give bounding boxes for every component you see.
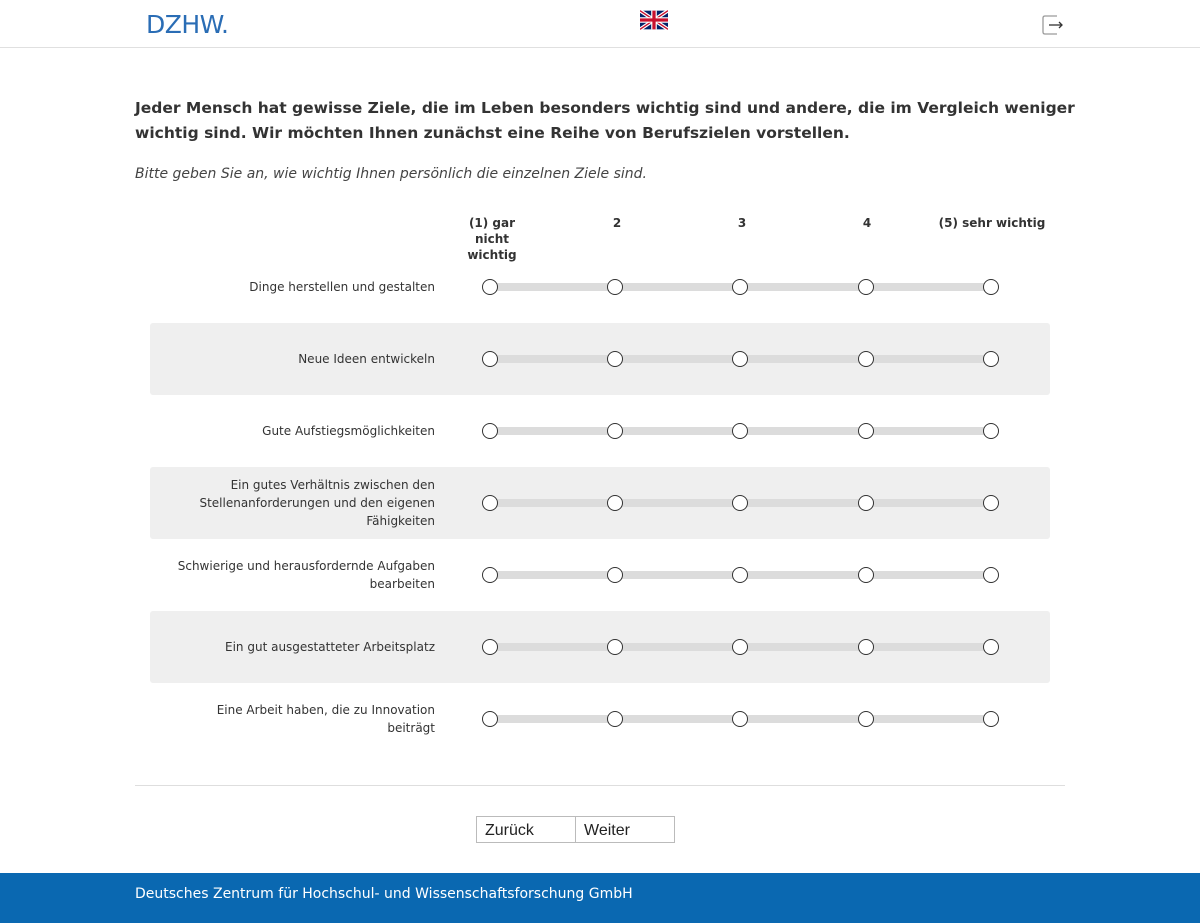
rating-radio-5[interactable] bbox=[983, 279, 999, 295]
item-label: Neue Ideen entwickeln bbox=[298, 352, 435, 366]
scale-label-1: (1) gar nicht wichtig bbox=[467, 216, 517, 262]
rating-radio-1[interactable] bbox=[482, 351, 498, 367]
uk-flag-icon[interactable] bbox=[640, 10, 668, 30]
rating-radio-1[interactable] bbox=[482, 423, 498, 439]
item-label: Ein gut ausgestatteter Arbeitsplatz bbox=[225, 640, 435, 654]
rating-radio-5[interactable] bbox=[983, 639, 999, 655]
header bbox=[0, 0, 1200, 48]
item-label: Schwierige und herausfordernde Aufgaben bearbeiten bbox=[177, 559, 435, 591]
rating-radio-3[interactable] bbox=[732, 495, 748, 511]
rating-radio-3[interactable] bbox=[732, 351, 748, 367]
question-text: Jeder Mensch hat gewisse Ziele, die im Leben besonders wichtig sind und andere, die im Vergleich weniger wichtig sind. Wir möchten Ihnen zunächst eine Reihe von Berufszielen vorstellen. bbox=[135, 99, 1075, 142]
rating-radio-5[interactable] bbox=[983, 423, 999, 439]
rating-radio-3[interactable] bbox=[732, 567, 748, 583]
rating-radio-3[interactable] bbox=[732, 423, 748, 439]
rating-radio-2[interactable] bbox=[607, 495, 623, 511]
scale-label-5: (5) sehr wichtig bbox=[938, 216, 1046, 230]
rating-radio-3[interactable] bbox=[732, 711, 748, 727]
rating-radio-5[interactable] bbox=[983, 495, 999, 511]
rating-radio-2[interactable] bbox=[607, 567, 623, 583]
matrix-row bbox=[150, 611, 1050, 683]
rating-radio-4[interactable] bbox=[858, 495, 874, 511]
matrix-row bbox=[150, 683, 1050, 755]
rating-radio-1[interactable] bbox=[482, 711, 498, 727]
matrix-row bbox=[150, 251, 1050, 323]
rating-radio-4[interactable] bbox=[858, 711, 874, 727]
logout-icon[interactable] bbox=[1041, 14, 1065, 36]
rating-radio-2[interactable] bbox=[607, 351, 623, 367]
matrix-row bbox=[150, 395, 1050, 467]
matrix-row bbox=[150, 323, 1050, 395]
rating-radio-2[interactable] bbox=[607, 423, 623, 439]
item-label: Ein gutes Verhältnis zwischen den Stellenanforderungen und den eigenen Fähigkeiten bbox=[199, 478, 435, 528]
rating-radio-4[interactable] bbox=[858, 279, 874, 295]
matrix-row bbox=[150, 467, 1050, 539]
divider bbox=[135, 785, 1065, 786]
dzhw-logo[interactable]: DZHW. bbox=[146, 10, 229, 39]
question-instruction: Bitte geben Sie an, wie wichtig Ihnen persönlich die einzelnen Ziele sind. bbox=[135, 166, 647, 182]
item-label: Gute Aufstiegsmöglichkeiten bbox=[262, 424, 435, 438]
rating-radio-1[interactable] bbox=[482, 567, 498, 583]
back-button[interactable]: Zurück bbox=[476, 816, 576, 843]
rating-radio-1[interactable] bbox=[482, 279, 498, 295]
rating-radio-4[interactable] bbox=[858, 639, 874, 655]
rating-radio-4[interactable] bbox=[858, 423, 874, 439]
rating-radio-4[interactable] bbox=[858, 351, 874, 367]
rating-radio-5[interactable] bbox=[983, 711, 999, 727]
footer-text: Deutsches Zentrum für Hochschul- und Wissenschaftsforschung GmbH bbox=[135, 886, 633, 902]
item-label: Dinge herstellen und gestalten bbox=[249, 280, 435, 294]
rating-radio-1[interactable] bbox=[482, 639, 498, 655]
matrix-row bbox=[150, 539, 1050, 611]
footer bbox=[0, 873, 1200, 923]
item-label: Eine Arbeit haben, die zu Innovation beiträgt bbox=[216, 703, 435, 735]
rating-radio-5[interactable] bbox=[983, 351, 999, 367]
rating-radio-2[interactable] bbox=[607, 639, 623, 655]
rating-radio-3[interactable] bbox=[732, 279, 748, 295]
rating-radio-5[interactable] bbox=[983, 567, 999, 583]
scale-label-2: 2 bbox=[612, 216, 622, 230]
next-button[interactable]: Weiter bbox=[575, 816, 675, 843]
rating-radio-3[interactable] bbox=[732, 639, 748, 655]
rating-radio-1[interactable] bbox=[482, 495, 498, 511]
rating-radio-2[interactable] bbox=[607, 279, 623, 295]
rating-radio-2[interactable] bbox=[607, 711, 623, 727]
rating-radio-4[interactable] bbox=[858, 567, 874, 583]
scale-label-4: 4 bbox=[862, 216, 872, 230]
scale-label-3: 3 bbox=[737, 216, 747, 230]
